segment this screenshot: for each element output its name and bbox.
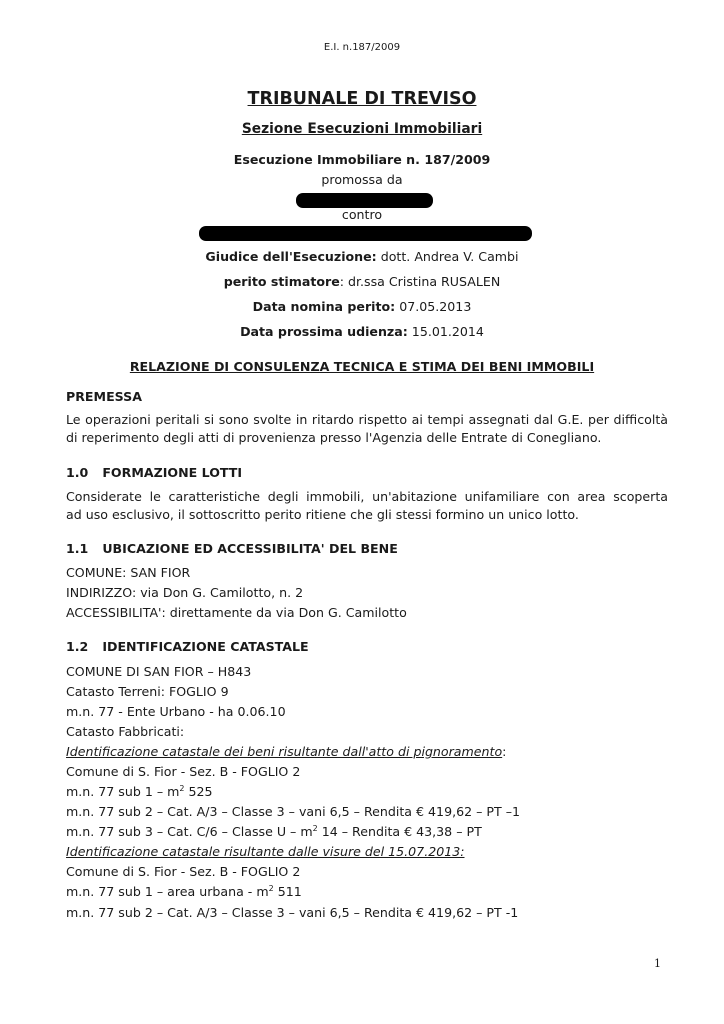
court-title: TRIBUNALE DI TREVISO — [247, 89, 477, 109]
section-number: 1.1 — [66, 541, 89, 556]
running-header: E.I. n.187/2009 — [323, 42, 401, 53]
against: contro — [341, 207, 383, 222]
cadastre-text: 525 — [184, 784, 213, 799]
section-1-2-heading — [66, 639, 309, 654]
nomination-line — [0, 299, 724, 314]
judge-line — [0, 249, 724, 264]
cadastre-text: m.n. 77 sub 1 – m — [66, 784, 180, 799]
cadastre-line: Catasto Fabbricati: — [66, 724, 185, 739]
hearing-line — [0, 324, 724, 339]
promoted-by: promossa da — [321, 172, 403, 187]
section-title: FORMAZIONE LOTTI — [102, 465, 243, 480]
premessa-line: di reperimento degli atti di provenienza presso l'Agenzia delle Entrate di Conegliano. — [66, 430, 602, 445]
superscript: 2 — [268, 883, 274, 893]
cadastre-line: COMUNE DI SAN FIOR – H843 — [66, 664, 252, 679]
lotti-line: ad uso esclusivo, il sottoscritto perito ritiene che gli stessi formino un unico lotto. — [66, 507, 579, 522]
redaction-bar — [296, 193, 433, 208]
section-1-0-heading — [66, 465, 242, 480]
cadastre-line: Comune di S. Fior - Sez. B - FOGLIO 2 — [66, 864, 301, 879]
section-number: 1.0 — [66, 465, 89, 480]
colon: : — [502, 744, 507, 759]
premessa-line: Le operazioni peritali si sono svolte in ritardo rispetto ai tempi assegnati dal G.E. per difficoltà — [66, 412, 668, 427]
comune-line: COMUNE: SAN FIOR — [66, 565, 191, 580]
cadastre-line: m.n. 77 - Ente Urbano - ha 0.06.10 — [66, 704, 286, 719]
hearing-value: 15.01.2014 — [407, 324, 484, 339]
visure-heading: Identificazione catastale risultante dalle visure del 15.07.2013: — [66, 844, 465, 859]
expert-value: : dr.ssa Cristina RUSALEN — [339, 274, 501, 289]
cadastre-line: Catasto Terreni: FOGLIO 9 — [66, 684, 229, 699]
cadastre-line: m.n. 77 sub 2 – Cat. A/3 – Classe 3 – vani 6,5 – Rendita € 419,62 – PT -1 — [66, 905, 519, 920]
report-title: RELAZIONE DI CONSULENZA TECNICA E STIMA DEI BENI IMMOBILI — [129, 359, 595, 374]
lotti-line: Considerate le caratteristiche degli immobili, un'abitazione unifamiliare con area scoperta — [66, 489, 668, 504]
cadastre-text: 511 — [273, 884, 302, 899]
section-title: IDENTIFICAZIONE CATASTALE — [102, 639, 309, 654]
pignoramento-heading: Identificazione catastale dei beni risultante dall'atto di pignoramento — [66, 744, 503, 759]
hearing-label: Data prossima udienza: — [240, 324, 408, 339]
expert-line — [0, 274, 724, 289]
section-number: 1.2 — [66, 639, 89, 654]
section-title: Sezione Esecuzioni Immobiliari — [241, 121, 483, 137]
nomination-label: Data nomina perito: — [252, 299, 396, 314]
section-1-1-heading — [66, 541, 398, 556]
superscript: 2 — [312, 823, 318, 833]
cadastre-subheading — [66, 744, 506, 759]
superscript: 2 — [179, 783, 185, 793]
accessibilita-line: ACCESSIBILITA': direttamente da via Don G. Camilotto — [66, 605, 407, 620]
cadastre-line — [66, 784, 213, 799]
indirizzo-line: INDIRIZZO: via Don G. Camilotto, n. 2 — [66, 585, 304, 600]
cadastre-text: m.n. 77 sub 1 – area urbana - m — [66, 884, 269, 899]
cadastre-line: Comune di S. Fior - Sez. B - FOGLIO 2 — [66, 764, 301, 779]
judge-value: dott. Andrea V. Cambi — [376, 249, 519, 264]
cadastre-line: m.n. 77 sub 2 – Cat. A/3 – Classe 3 – vani 6,5 – Rendita € 419,62 – PT –1 — [66, 804, 521, 819]
cadastre-line — [66, 884, 302, 899]
cadastre-text: 14 – Rendita € 43,38 – PT — [317, 824, 482, 839]
nomination-value: 07.05.2013 — [395, 299, 472, 314]
judge-label: Giudice dell'Esecuzione: — [205, 249, 377, 264]
cadastre-text: m.n. 77 sub 3 – Cat. C/6 – Classe U – m — [66, 824, 313, 839]
premessa-heading: PREMESSA — [66, 389, 142, 404]
expert-label: perito stimatore — [223, 274, 340, 289]
page-number: 1 — [654, 957, 661, 970]
redaction-bar — [199, 226, 532, 241]
section-title: UBICAZIONE ED ACCESSIBILITA' DEL BENE — [102, 541, 398, 556]
cadastre-line — [66, 824, 482, 839]
case-number: Esecuzione Immobiliare n. 187/2009 — [233, 152, 491, 167]
